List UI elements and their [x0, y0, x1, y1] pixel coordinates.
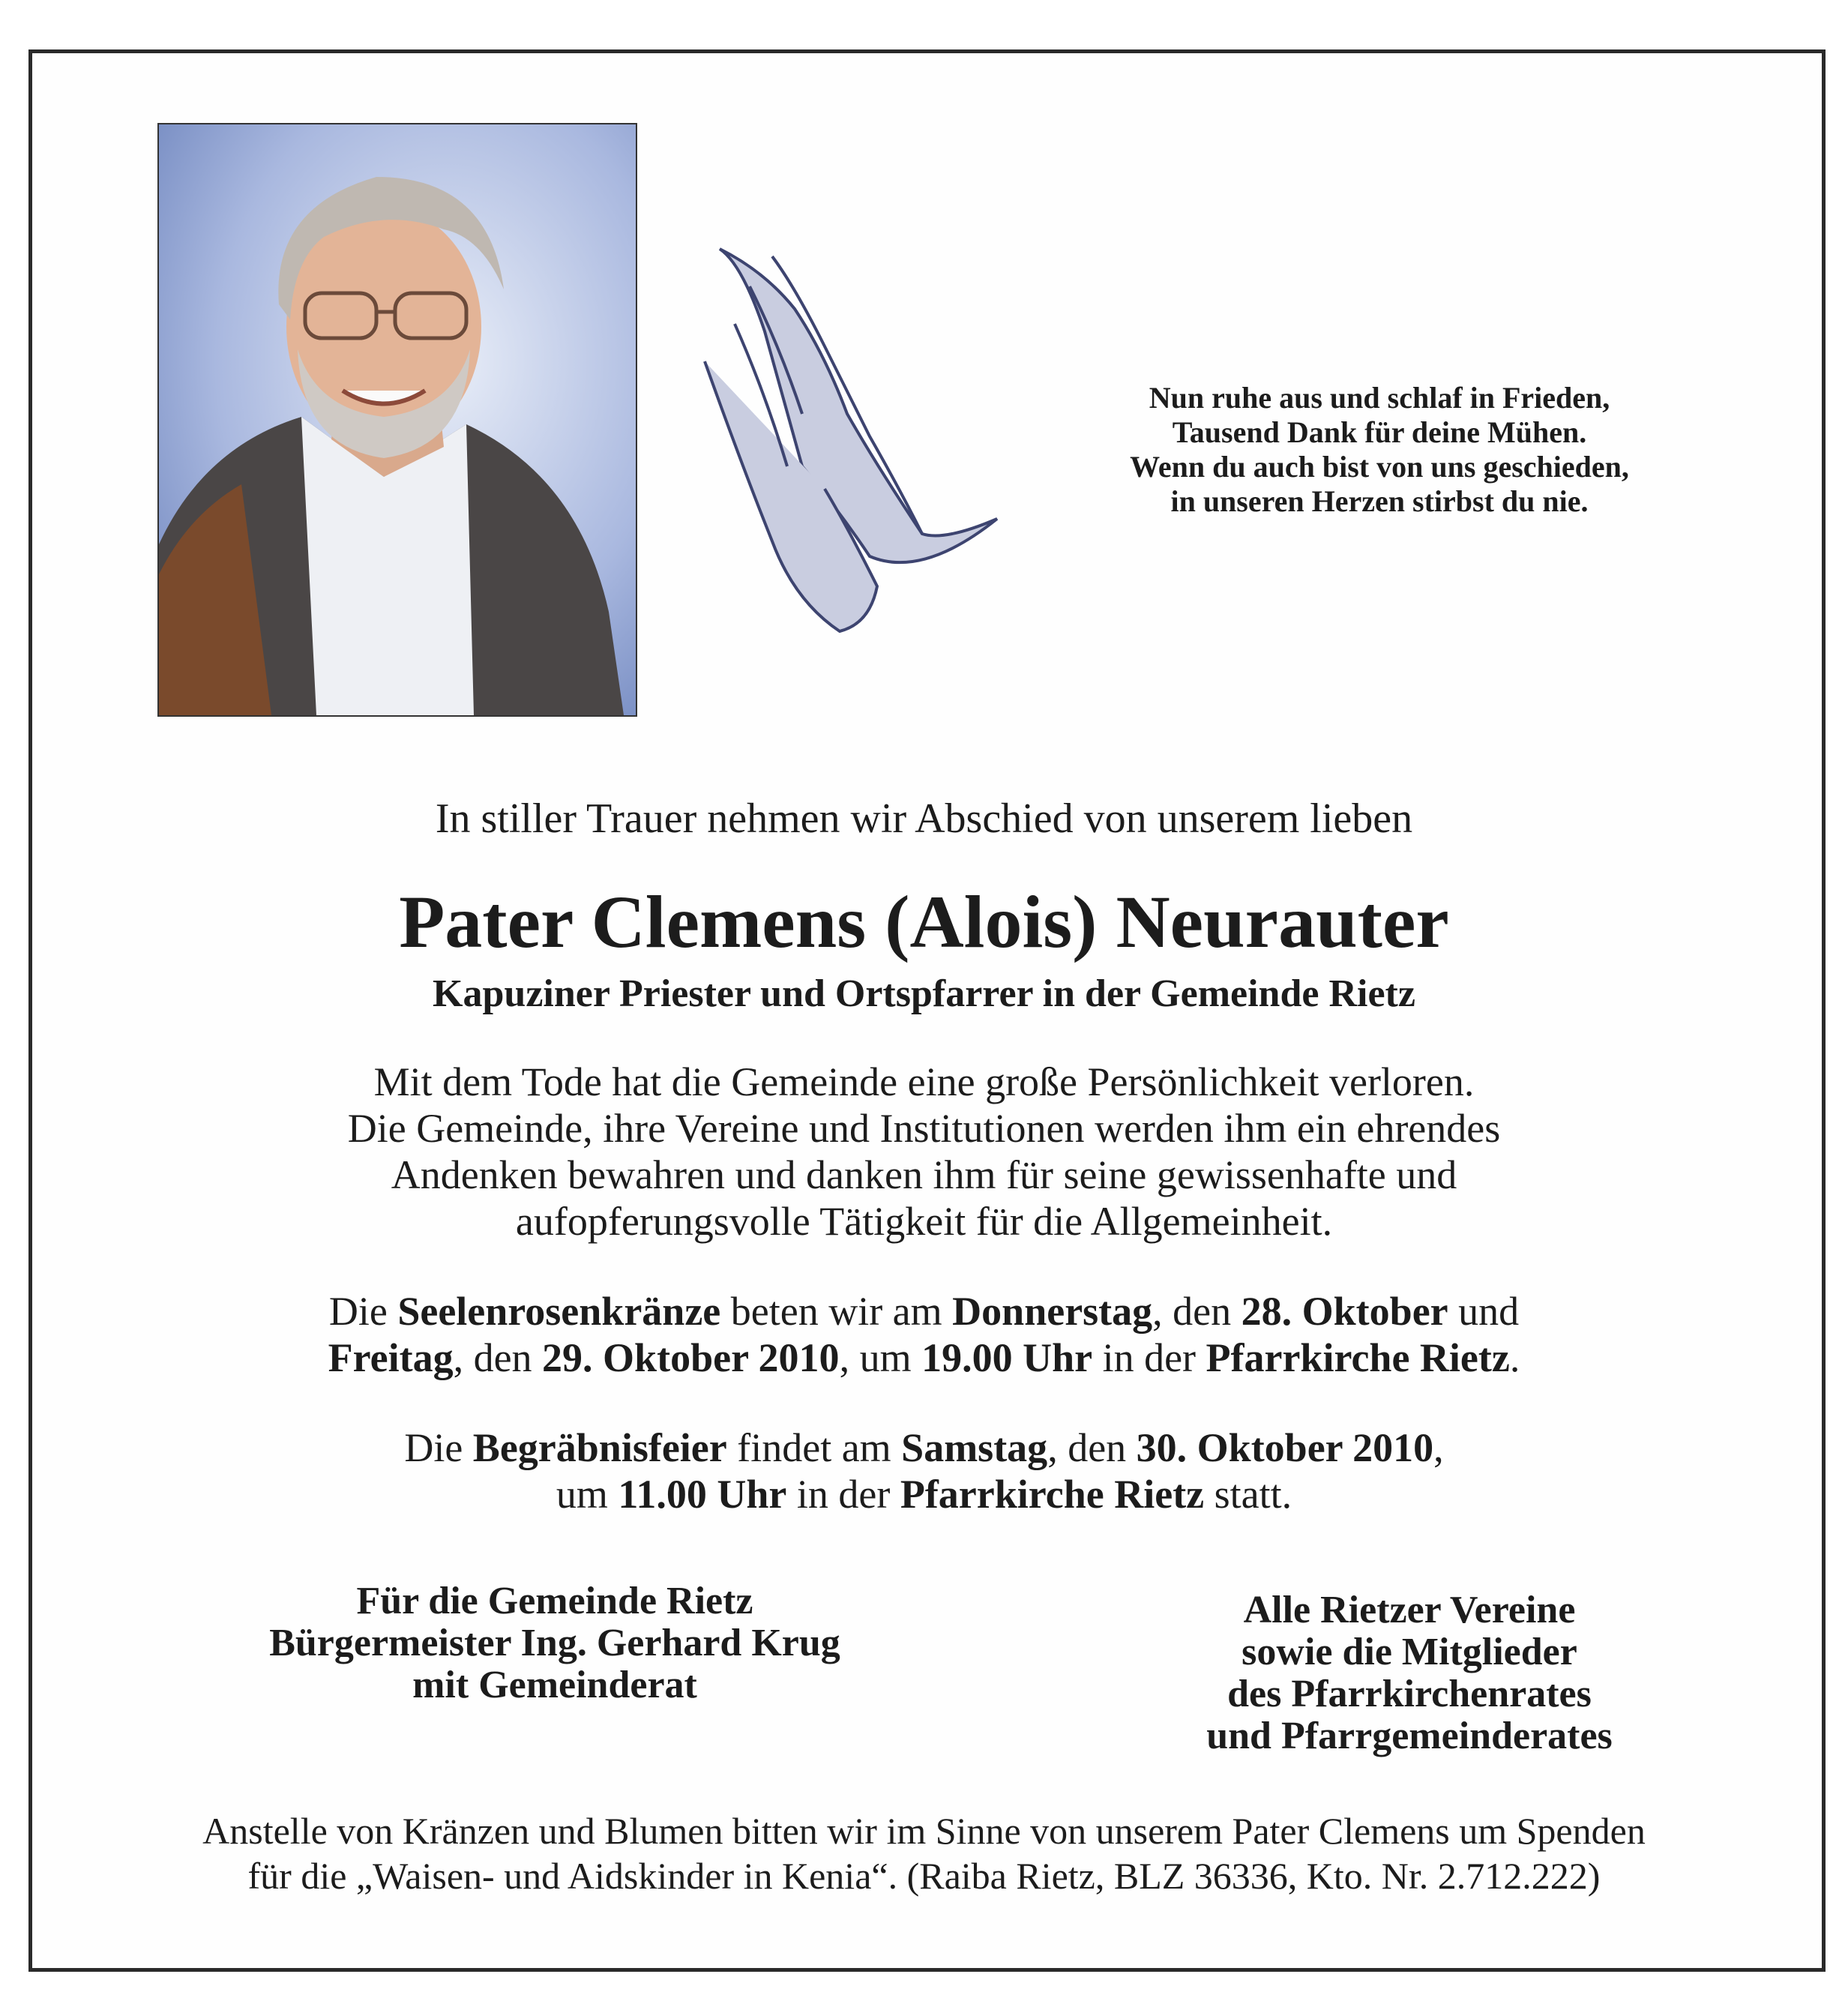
text-bold: 28. Oktober	[1241, 1289, 1448, 1334]
text: statt.	[1204, 1472, 1292, 1517]
signature-line: sowie die Mitglieder	[1241, 1631, 1577, 1673]
rosary-announcement	[0, 1288, 1848, 1381]
donation-note	[0, 1808, 1848, 1898]
poem-line: Nun ruhe aus und schlaf in Frieden,	[1149, 381, 1610, 415]
signature-line: und Pfarrgemeinderates	[1206, 1715, 1613, 1757]
tribute-text	[0, 1059, 1848, 1245]
donation-line: für die „Waisen- und Aidskinder in Kenia“. (Raiba Rietz, BLZ 36336, Kto. Nr. 2.712.222)	[247, 1855, 1601, 1897]
text-bold: Donnerstag	[952, 1289, 1153, 1334]
funeral-line-1	[0, 1424, 1848, 1471]
text: in der	[786, 1472, 900, 1517]
text: , den	[1152, 1289, 1241, 1334]
text: Die	[328, 1289, 398, 1334]
text-bold: 30. Oktober 2010	[1136, 1425, 1434, 1470]
signature-line: Alle Rietzer Vereine	[1243, 1589, 1576, 1631]
signature-associations	[1035, 1589, 1784, 1757]
text: , den	[1047, 1425, 1137, 1470]
text-bold: Pfarrkirche Rietz	[1206, 1335, 1510, 1380]
text: , um	[839, 1335, 922, 1380]
text: Die	[404, 1425, 473, 1470]
text: ,	[1433, 1425, 1444, 1470]
text: um	[556, 1472, 618, 1517]
rosary-line-1	[0, 1288, 1848, 1335]
text: findet am	[726, 1425, 902, 1470]
tribute-line: Die Gemeinde, ihre Vereine und Institutionen werden ihm ein ehrendes	[347, 1106, 1501, 1151]
text: und	[1448, 1289, 1520, 1334]
signature-line: des Pfarrkirchenrates	[1227, 1673, 1592, 1715]
tribute-line: aufopferungsvolle Tätigkeit für die Allgemeinheit.	[515, 1199, 1333, 1244]
funeral-announcement	[0, 1424, 1848, 1517]
text: , den	[453, 1335, 543, 1380]
text-bold: Freitag	[328, 1335, 454, 1380]
portrait-photo	[157, 123, 637, 717]
signature-municipality	[172, 1580, 937, 1706]
text-bold: Begräbnisfeier	[472, 1425, 727, 1470]
signature-line: Bürgermeister Ing. Gerhard Krug	[269, 1622, 840, 1664]
deceased-name: Pater Clemens (Alois) Neurauter	[399, 880, 1449, 963]
text-bold: 19.00 Uhr	[921, 1335, 1093, 1380]
poem-line: Tausend Dank für deine Mühen.	[1172, 415, 1587, 449]
text: .	[1509, 1335, 1520, 1380]
text-bold: 11.00 Uhr	[618, 1472, 787, 1517]
memorial-poem	[1005, 381, 1754, 519]
intro-text: In stiller Trauer nehmen wir Abschied von unserem lieben	[435, 795, 1413, 842]
donation-line: Anstelle von Kränzen und Blumen bitten wir im Sinne von unserem Pater Clemens um Spenden	[202, 1810, 1646, 1852]
poem-line: Wenn du auch bist von uns geschieden,	[1130, 450, 1629, 484]
text-bold: Seelenrosenkränze	[397, 1289, 721, 1334]
rosary-line-2	[0, 1335, 1848, 1381]
poem-line: in unseren Herzen stirbst du nie.	[1170, 484, 1589, 518]
tribute-line: Mit dem Tode hat die Gemeinde eine große Persönlichkeit verloren.	[373, 1059, 1475, 1104]
text-bold: Samstag	[901, 1425, 1048, 1470]
text: in der	[1092, 1335, 1206, 1380]
text: beten wir am	[720, 1289, 953, 1334]
text-bold: Pfarrkirche Rietz	[900, 1472, 1205, 1517]
text-bold: 29. Oktober 2010	[542, 1335, 840, 1380]
tribute-line: Andenken bewahren und danken ihm für seine gewissenhafte und	[391, 1152, 1457, 1197]
deceased-title: Kapuziner Priester und Ortspfarrer in der Gemeinde Rietz	[433, 972, 1415, 1015]
signature-line: Für die Gemeinde Rietz	[356, 1580, 753, 1622]
funeral-line-2	[0, 1471, 1848, 1517]
signature-line: mit Gemeinderat	[412, 1664, 697, 1706]
praying-hands-icon	[675, 241, 1005, 646]
